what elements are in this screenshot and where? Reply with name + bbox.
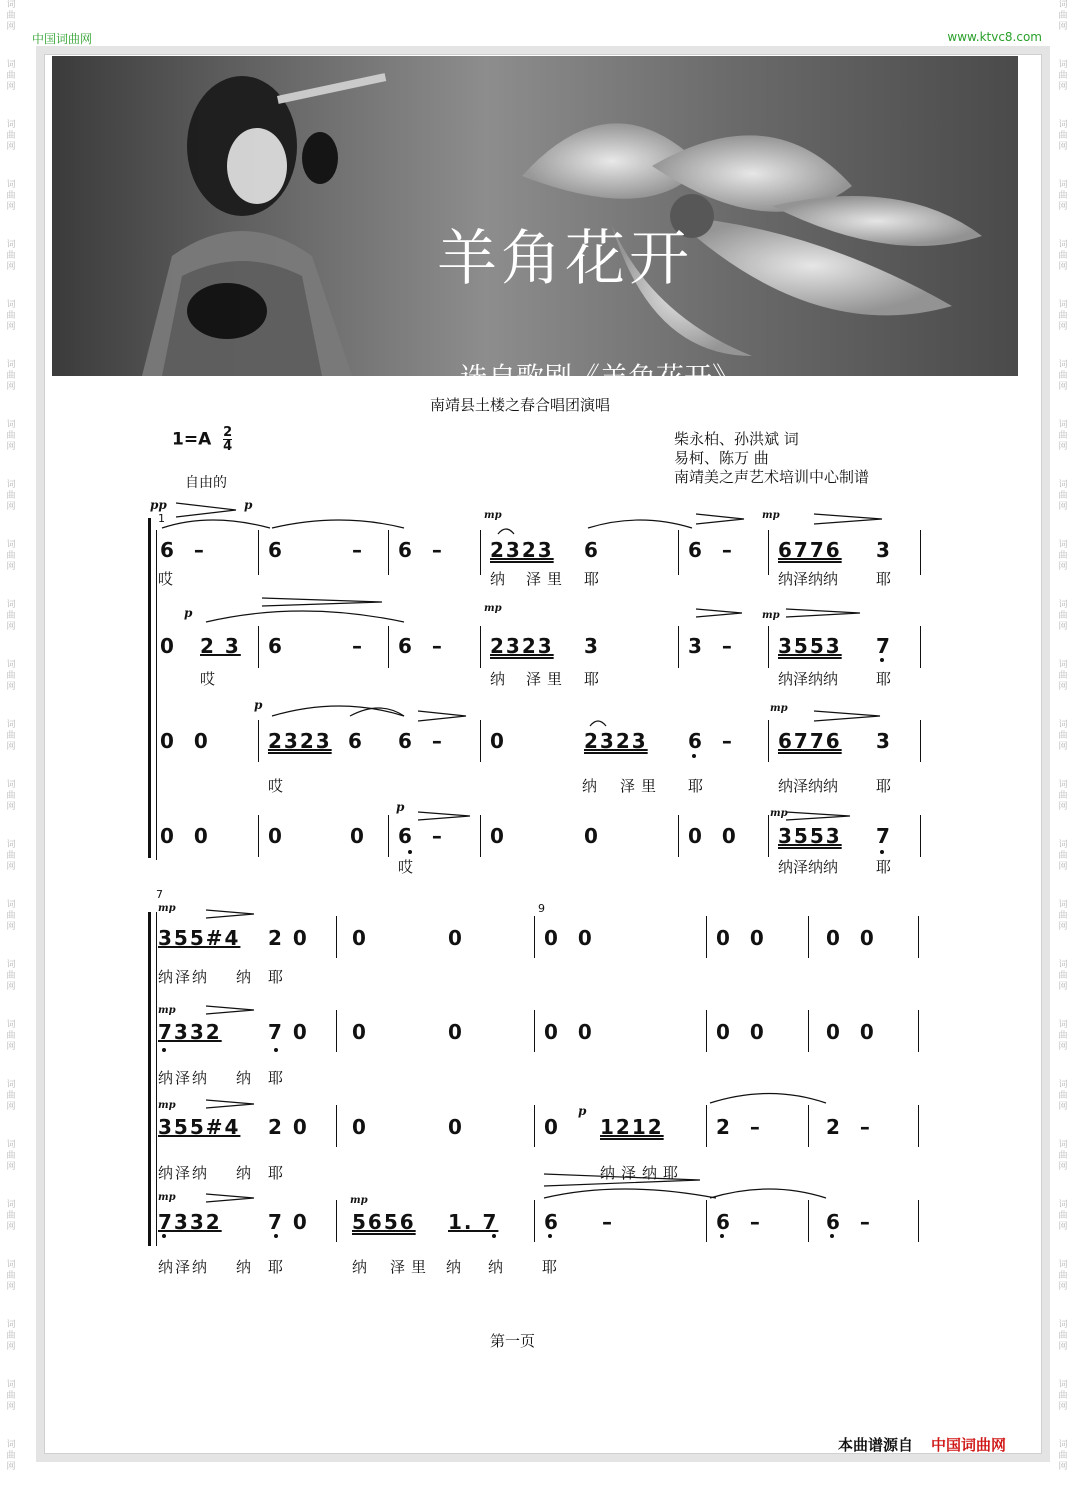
- lyric: 耶: [876, 777, 892, 795]
- notes-s2-voice4-m9b: –: [602, 1210, 614, 1234]
- key-label: 1=A: [172, 429, 212, 450]
- slur: [710, 1094, 826, 1104]
- watermark-text: 词 曲 网: [1058, 600, 1068, 632]
- lyric: 耶: [268, 1258, 284, 1276]
- watermark-text: 词 曲 网: [6, 840, 16, 872]
- notes-s2-voice2-m9: 0 0: [544, 1020, 594, 1044]
- lyric: 纳: [488, 1258, 504, 1276]
- watermark-text: 词 曲 网: [1058, 1140, 1068, 1172]
- lyric: 纳: [236, 1164, 252, 1182]
- lyric: 纳泽纳: [158, 1258, 210, 1276]
- watermark-text: 词 曲 网: [6, 0, 16, 32]
- notes-s2-voice1-m8a: 0: [352, 926, 368, 950]
- watermark-text: 词 曲 网: [6, 1380, 16, 1412]
- page-number: 第一页: [490, 1332, 536, 1350]
- watermark-text: 词 曲 网: [6, 720, 16, 752]
- dynamic-p: p: [254, 698, 263, 712]
- notes-voice3-m6b: 3: [876, 729, 892, 753]
- notes-s2-voice4-m11: 6 –: [826, 1210, 872, 1234]
- lyric: 耶: [268, 968, 284, 986]
- hairpin: [418, 711, 466, 721]
- hairpin: [206, 1100, 254, 1108]
- watermark-text: 词 曲 网: [6, 1320, 16, 1352]
- watermark-text: 词 曲 网: [6, 180, 16, 212]
- dynamic-p: p: [244, 498, 253, 512]
- notes-voice3-m2b: 6: [348, 729, 364, 753]
- hairpin: [814, 711, 880, 721]
- watermark-text: 词 曲 网: [6, 780, 16, 812]
- watermark-text: 词 曲 网: [6, 660, 16, 692]
- watermark-text: 词 曲 网: [1058, 120, 1068, 152]
- tempo-marking: 自由的: [185, 475, 227, 491]
- notes-voice2-m2b: –: [352, 634, 364, 658]
- lyric: 纳泽纳: [158, 1164, 210, 1182]
- lyric: 耶: [876, 670, 892, 688]
- watermark-text: 词 曲 网: [6, 60, 16, 92]
- lyric: 耶: [688, 777, 704, 795]
- watermark-text: 词 曲 网: [1058, 60, 1068, 92]
- watermark-text: 词 曲 网: [1058, 480, 1068, 512]
- lyric: 耶: [584, 570, 600, 588]
- notes-s2-voice2-m10: 0 0: [716, 1020, 766, 1044]
- dynamic-mp: mp: [158, 903, 176, 914]
- watermark-text: 词 曲 网: [1058, 360, 1068, 392]
- watermark-text: 词 曲 网: [6, 1440, 16, 1472]
- notes-voice4-m5: 0 0: [688, 824, 738, 848]
- dynamic-mp: mp: [762, 510, 780, 521]
- watermark-text: 词 曲 网: [1058, 840, 1068, 872]
- notes-voice1-m2b: –: [352, 538, 364, 562]
- time-sig-bottom: 4: [223, 439, 233, 454]
- notes-voice3-m2a: 2323: [268, 729, 332, 753]
- notes-voice2-m6a: 3553: [778, 634, 842, 658]
- notes-voice1-m6a: 6776: [778, 538, 842, 562]
- dynamic-mp: mp: [350, 1195, 368, 1206]
- hairpin: [262, 598, 382, 606]
- hairpin: [786, 609, 860, 617]
- notes-s2-voice3-m8b: 0: [448, 1115, 464, 1139]
- notes-s2-voice3-m9b: 1212: [600, 1115, 664, 1139]
- measure-number: 1: [158, 512, 165, 525]
- source-label: 本曲谱源自: [838, 1436, 914, 1454]
- hairpin: [206, 1006, 254, 1014]
- octave-dot: [408, 850, 412, 854]
- slur: [544, 1189, 716, 1198]
- lyric: 纳: [236, 1258, 252, 1276]
- slur: [206, 611, 404, 622]
- notes-voice4-m4a: 0: [490, 824, 506, 848]
- watermark-text: 词 曲 网: [6, 1020, 16, 1052]
- song-title: 羊角花开: [437, 224, 693, 294]
- watermark-text: 词 曲 网: [1058, 1260, 1068, 1292]
- dynamic-p: p: [396, 800, 405, 814]
- watermark-text: 词 曲 网: [1058, 300, 1068, 332]
- hairpin: [206, 1194, 254, 1202]
- dynamic-p: p: [184, 606, 193, 620]
- notes-s2-voice2-m7b: 7 0: [268, 1020, 309, 1044]
- notes-s2-voice1-m8b: 0: [448, 926, 464, 950]
- dynamic-mp: mp: [770, 808, 788, 819]
- octave-dot: [692, 754, 696, 758]
- octave-dot: [274, 1048, 278, 1052]
- slur: [272, 520, 404, 528]
- notes-voice2-m3: 6 –: [398, 634, 444, 658]
- lyric: 耶: [542, 1258, 558, 1276]
- dynamic-pp: pp: [150, 498, 167, 512]
- tie: [590, 721, 606, 726]
- notes-s2-voice4-m7b: 7 0: [268, 1210, 309, 1234]
- notes-s2-voice3-m10: 2 –: [716, 1115, 762, 1139]
- hairpin: [814, 514, 882, 524]
- notes-s2-voice2-m8a: 0: [352, 1020, 368, 1044]
- watermark-text: 词 曲 网: [1058, 1080, 1068, 1112]
- hairpin: [176, 503, 236, 517]
- dynamic-mp: mp: [762, 610, 780, 621]
- lyric: 哎: [268, 777, 284, 795]
- credit-lyricists: 柴永柏、孙洪斌 词: [674, 430, 799, 448]
- octave-dot: [492, 1234, 496, 1238]
- lyric: 纳泽纳耶: [600, 1164, 685, 1182]
- watermark-text: 词 曲 网: [1058, 1440, 1068, 1472]
- watermark-text: 词 曲 网: [1058, 1320, 1068, 1352]
- watermark-text: 词 曲 网: [1058, 240, 1068, 272]
- dynamic-mp: mp: [484, 510, 502, 521]
- lyric: 纳: [236, 1069, 252, 1087]
- notes-voice1-m5: 6 –: [688, 538, 734, 562]
- dynamic-mp: mp: [770, 703, 788, 714]
- lyric: 泽里: [620, 777, 663, 795]
- performer-line: 南靖县土楼之春合唱团演唱: [430, 396, 611, 414]
- watermark-text: 词 曲 网: [6, 360, 16, 392]
- lyric: 纳泽纳纳: [778, 858, 839, 876]
- notes-voice2-m4b: 3: [584, 634, 600, 658]
- watermark-text: 词 曲 网: [6, 300, 16, 332]
- watermark-text: 词 曲 网: [6, 420, 16, 452]
- source-footer: [838, 1434, 1006, 1455]
- watermark-text: 词 曲 网: [1058, 0, 1068, 32]
- lyric: 纳泽纳纳: [778, 777, 839, 795]
- hairpin: [786, 812, 850, 820]
- watermark-text: 词 曲 网: [6, 1140, 16, 1172]
- notes-s2-voice1-m7a: 355#4: [158, 926, 241, 950]
- lyric: 哎: [398, 858, 414, 876]
- watermark-text: 词 曲 网: [6, 120, 16, 152]
- song-subtitle: 选自歌剧《羊角花开》: [460, 361, 741, 394]
- notes-s2-voice2-m8b: 0: [448, 1020, 464, 1044]
- notes-voice4-m1: 0 0: [160, 824, 210, 848]
- watermark-text: 词 曲 网: [1058, 1380, 1068, 1412]
- measure-number: 7: [156, 888, 163, 901]
- watermark-text: 词 曲 网: [6, 1200, 16, 1232]
- watermark-text: 词 曲 网: [6, 600, 16, 632]
- notes-s2-voice1-m10: 0 0: [716, 926, 766, 950]
- dynamic-mp: mp: [158, 1005, 176, 1016]
- notes-s2-voice4-m7a: 7332: [158, 1210, 222, 1234]
- lyric: 泽里: [526, 670, 569, 688]
- notes-voice4-m6a: 3553: [778, 824, 842, 848]
- octave-dot: [548, 1234, 552, 1238]
- octave-dot: [880, 850, 884, 854]
- time-sig-top: 2: [223, 425, 233, 440]
- lyric: 哎: [200, 670, 216, 688]
- lyric: 耶: [268, 1164, 284, 1182]
- lyric: 纳泽纳: [158, 1069, 210, 1087]
- notes-s2-voice3-m11: 2 –: [826, 1115, 872, 1139]
- watermark-text: 词 曲 网: [1058, 780, 1068, 812]
- lyric: 纳: [352, 1258, 368, 1276]
- notes-voice2-m2a: 6: [268, 634, 284, 658]
- octave-dot: [830, 1234, 834, 1238]
- dynamic-mp: mp: [158, 1192, 176, 1203]
- watermark-text: 词 曲 网: [6, 480, 16, 512]
- notes-voice1-m1: 6 –: [160, 538, 206, 562]
- notes-voice4-m2a: 0: [268, 824, 284, 848]
- octave-dot: [880, 658, 884, 662]
- measure-number: 9: [538, 902, 545, 915]
- watermark-text: 词 曲 网: [6, 240, 16, 272]
- watermark-text: 词 曲 网: [1058, 1020, 1068, 1052]
- notes-s2-voice1-m9: 0 0: [544, 926, 594, 950]
- watermark-text: 词 曲 网: [1058, 900, 1068, 932]
- lyric: 纳: [490, 570, 506, 588]
- lyric: 泽里: [390, 1258, 433, 1276]
- slur: [710, 1189, 826, 1198]
- notes-s2-voice4-m10: 6 –: [716, 1210, 762, 1234]
- notes-voice4-m2b: 0: [350, 824, 366, 848]
- hairpin: [206, 910, 254, 918]
- watermark-text: 词 曲 网: [1058, 720, 1068, 752]
- lyric: 耶: [876, 858, 892, 876]
- lyric: 纳: [490, 670, 506, 688]
- credit-composers: 易柯、陈万 曲: [674, 449, 769, 467]
- watermark-text: 词 曲 网: [6, 960, 16, 992]
- notes-voice2-m6b: 7: [876, 634, 892, 658]
- watermark-text: 词 曲 网: [1058, 540, 1068, 572]
- octave-dot: [162, 1234, 166, 1238]
- notes-voice1-m4a: 2323: [490, 538, 554, 562]
- lyric: 纳: [446, 1258, 462, 1276]
- credit-arranger: 南靖美之声艺术培训中心制谱: [674, 468, 870, 486]
- site-url-top-right[interactable]: www.ktvc8.com: [947, 30, 1042, 44]
- notes-s2-voice2-m11: 0 0: [826, 1020, 876, 1044]
- site-name-top-left[interactable]: 中国词曲网: [32, 32, 93, 46]
- notes-s2-voice1-m11: 0 0: [826, 926, 876, 950]
- lyric: 纳: [582, 777, 598, 795]
- hairpin: [696, 609, 742, 617]
- watermark-text: 词 曲 网: [6, 900, 16, 932]
- slur: [588, 520, 692, 528]
- dynamic-mp: mp: [484, 603, 502, 614]
- notes-voice3-m4a: 0: [490, 729, 506, 753]
- lyric: 纳泽纳纳: [778, 670, 839, 688]
- lyric: 纳: [236, 968, 252, 986]
- notes-voice4-m6b: 7: [876, 824, 892, 848]
- hairpin: [544, 1174, 700, 1186]
- watermark-text: 词 曲 网: [6, 540, 16, 572]
- notes-voice3-m1: 0 0: [160, 729, 210, 753]
- notes-voice2-m4a: 2323: [490, 634, 554, 658]
- notes-s2-voice4-m9a: 6: [544, 1210, 560, 1234]
- notes-voice3-m6a: 6776: [778, 729, 842, 753]
- octave-dot: [274, 1234, 278, 1238]
- notes-voice3-m4b: 2323: [584, 729, 648, 753]
- notes-voice4-m3: 6 –: [398, 824, 444, 848]
- lyric: 耶: [876, 570, 892, 588]
- notes-s2-voice4-m8b: 1. 7: [448, 1210, 499, 1234]
- lyric: 泽里: [526, 570, 569, 588]
- watermark-text: 词 曲 网: [1058, 1200, 1068, 1232]
- watermark-text: 词 曲 网: [6, 1260, 16, 1292]
- watermark-text: 词 曲 网: [1058, 420, 1068, 452]
- hairpin: [696, 514, 744, 524]
- notes-voice2-m5: 3 –: [688, 634, 734, 658]
- notes-s2-voice2-m7a: 7332: [158, 1020, 222, 1044]
- notes-s2-voice3-m7a: 355#4: [158, 1115, 241, 1139]
- slur: [162, 520, 270, 528]
- lyric: 耶: [268, 1069, 284, 1087]
- octave-dot: [720, 1234, 724, 1238]
- notes-voice3-m5: 6 –: [688, 729, 734, 753]
- watermark-text: 词 曲 网: [6, 1080, 16, 1112]
- notes-voice4-m4b: 0: [584, 824, 600, 848]
- dynamic-p: p: [578, 1104, 587, 1118]
- notes-voice1-m6b: 3: [876, 538, 892, 562]
- notes-s2-voice3-m9a: 0: [544, 1115, 560, 1139]
- watermark-text: 词 曲 网: [1058, 180, 1068, 212]
- notes-s2-voice3-m7b: 2 0: [268, 1115, 309, 1139]
- dynamic-mp: mp: [158, 1100, 176, 1111]
- notes-voice1-m3: 6 –: [398, 538, 444, 562]
- lyric: 纳泽纳纳: [778, 570, 839, 588]
- notes-voice1-m4b: 6: [584, 538, 600, 562]
- notes-s2-voice4-m8a: 5656: [352, 1210, 416, 1234]
- notes-voice3-m3: 6 –: [398, 729, 444, 753]
- notes-s2-voice3-m8a: 0: [352, 1115, 368, 1139]
- lyric: 纳泽纳: [158, 968, 210, 986]
- hairpin: [418, 812, 470, 820]
- watermark-text: 词 曲 网: [1058, 660, 1068, 692]
- notes-s2-voice1-m7b: 2 0: [268, 926, 309, 950]
- notes-voice2-m1b: 2 3: [200, 634, 241, 658]
- octave-dot: [162, 1048, 166, 1052]
- watermark-text: 词 曲 网: [1058, 960, 1068, 992]
- slur: [272, 706, 404, 716]
- tie: [498, 529, 514, 534]
- notes-voice1-m2a: 6: [268, 538, 284, 562]
- source-brand[interactable]: 中国词曲网: [931, 1436, 1007, 1454]
- notes-voice2-m1a: 0: [160, 634, 176, 658]
- lyric: 哎: [158, 570, 174, 588]
- lyric: 耶: [584, 670, 600, 688]
